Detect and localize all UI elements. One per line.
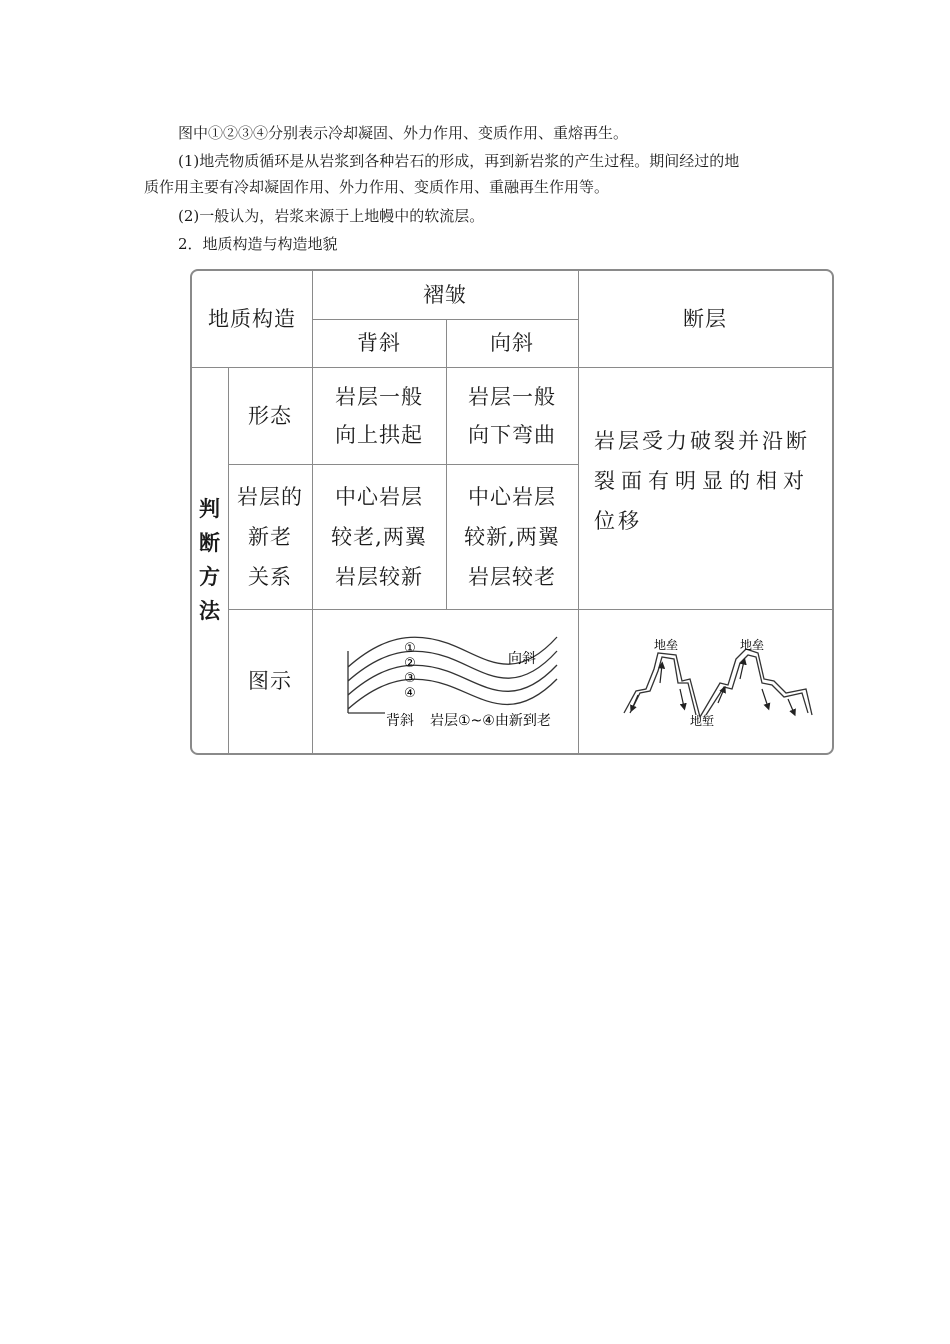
header-anticline: 背斜 (357, 331, 401, 355)
fold-diagram (312, 609, 578, 753)
text-line: 关系 (248, 564, 292, 589)
fold-layer-label: ① (404, 641, 416, 656)
paragraph-magma-source: (2)一般认为，岩浆来源于上地幔中的软流层。 (178, 207, 485, 225)
fold-caption: 岩层①~④由新到老 (430, 713, 551, 729)
method-label-char: 断 (199, 530, 221, 555)
text-line: 裂面有明显的相对 (594, 469, 810, 493)
text-line: 岩层一般 (335, 384, 423, 409)
fault-arrow (680, 689, 684, 707)
paragraph-crust-cycle-line2: 质作用主要有冷却凝固作用、外力作用、变质作用、重融再生作用等。 (144, 178, 610, 196)
row-label-age (228, 464, 312, 609)
fold-layer-line (348, 665, 557, 695)
text-line: 岩层一般 (468, 384, 556, 409)
fault-block-left-inner (630, 657, 696, 715)
fold-layer-line (348, 679, 557, 709)
header-fold: 褶皱 (423, 283, 467, 307)
row-label-shape: 形态 (248, 403, 292, 428)
fold-layer-label: ③ (404, 671, 416, 686)
anticline-shape (312, 367, 446, 464)
section-heading-geologic-structure: 2．地质构造与构造地貌 (178, 235, 338, 253)
horst-label-right: 地垒 (739, 638, 765, 652)
geologic-structure-table (190, 269, 834, 755)
method-label-char: 方 (199, 564, 221, 589)
fault-arrow (740, 661, 744, 679)
method-label-char: 法 (199, 598, 221, 623)
text-line: 岩层较老 (468, 564, 556, 589)
fault-description (578, 367, 832, 609)
method-label (192, 367, 228, 753)
header-fault: 断层 (683, 307, 727, 331)
fold-anticline-label: 背斜 (386, 713, 414, 729)
fold-layer-label: ④ (404, 686, 416, 701)
row-label-diagram: 图示 (248, 669, 292, 693)
text-line: 岩层的 (237, 484, 303, 509)
text-line: 新老 (248, 524, 292, 549)
text-line: 岩层受力破裂并沿断 (594, 429, 810, 453)
paragraph-crust-cycle-line1: (1)地壳物质循环是从岩浆到各种岩石的形成，再到新岩浆的产生过程。期间经过的地 (178, 152, 740, 170)
fold-syncline-label: 向斜 (508, 651, 536, 667)
syncline-age (446, 464, 578, 609)
text-line: 位移 (594, 509, 642, 533)
text-line: 中心岩层 (335, 484, 423, 509)
anticline-age (312, 464, 446, 609)
text-line: 向下弯曲 (468, 422, 556, 447)
horst-label-left: 地垒 (653, 638, 679, 652)
header-syncline: 向斜 (490, 331, 534, 355)
fold-layer-label: ② (404, 656, 416, 671)
header-structure: 地质构造 (208, 307, 296, 331)
text-line: 向上拱起 (335, 422, 423, 447)
graben-label: 地堑 (689, 714, 715, 728)
syncline-shape (446, 367, 578, 464)
text-line: 较老,两翼 (331, 524, 427, 549)
paragraph-rock-cycle-processes: 图中①②③④分别表示冷却凝固、外力作用、变质作用、重熔再生。 (178, 124, 629, 142)
fault-arrow (788, 699, 794, 713)
text-line: 较新,两翼 (464, 524, 560, 549)
text-line: 岩层较新 (335, 564, 423, 589)
fault-block-right-inner (706, 655, 808, 715)
fault-diagram (578, 609, 832, 753)
method-label-char: 判 (199, 496, 221, 521)
text-line: 中心岩层 (468, 484, 556, 509)
fault-arrow (762, 689, 768, 707)
fault-arrow (660, 665, 662, 683)
